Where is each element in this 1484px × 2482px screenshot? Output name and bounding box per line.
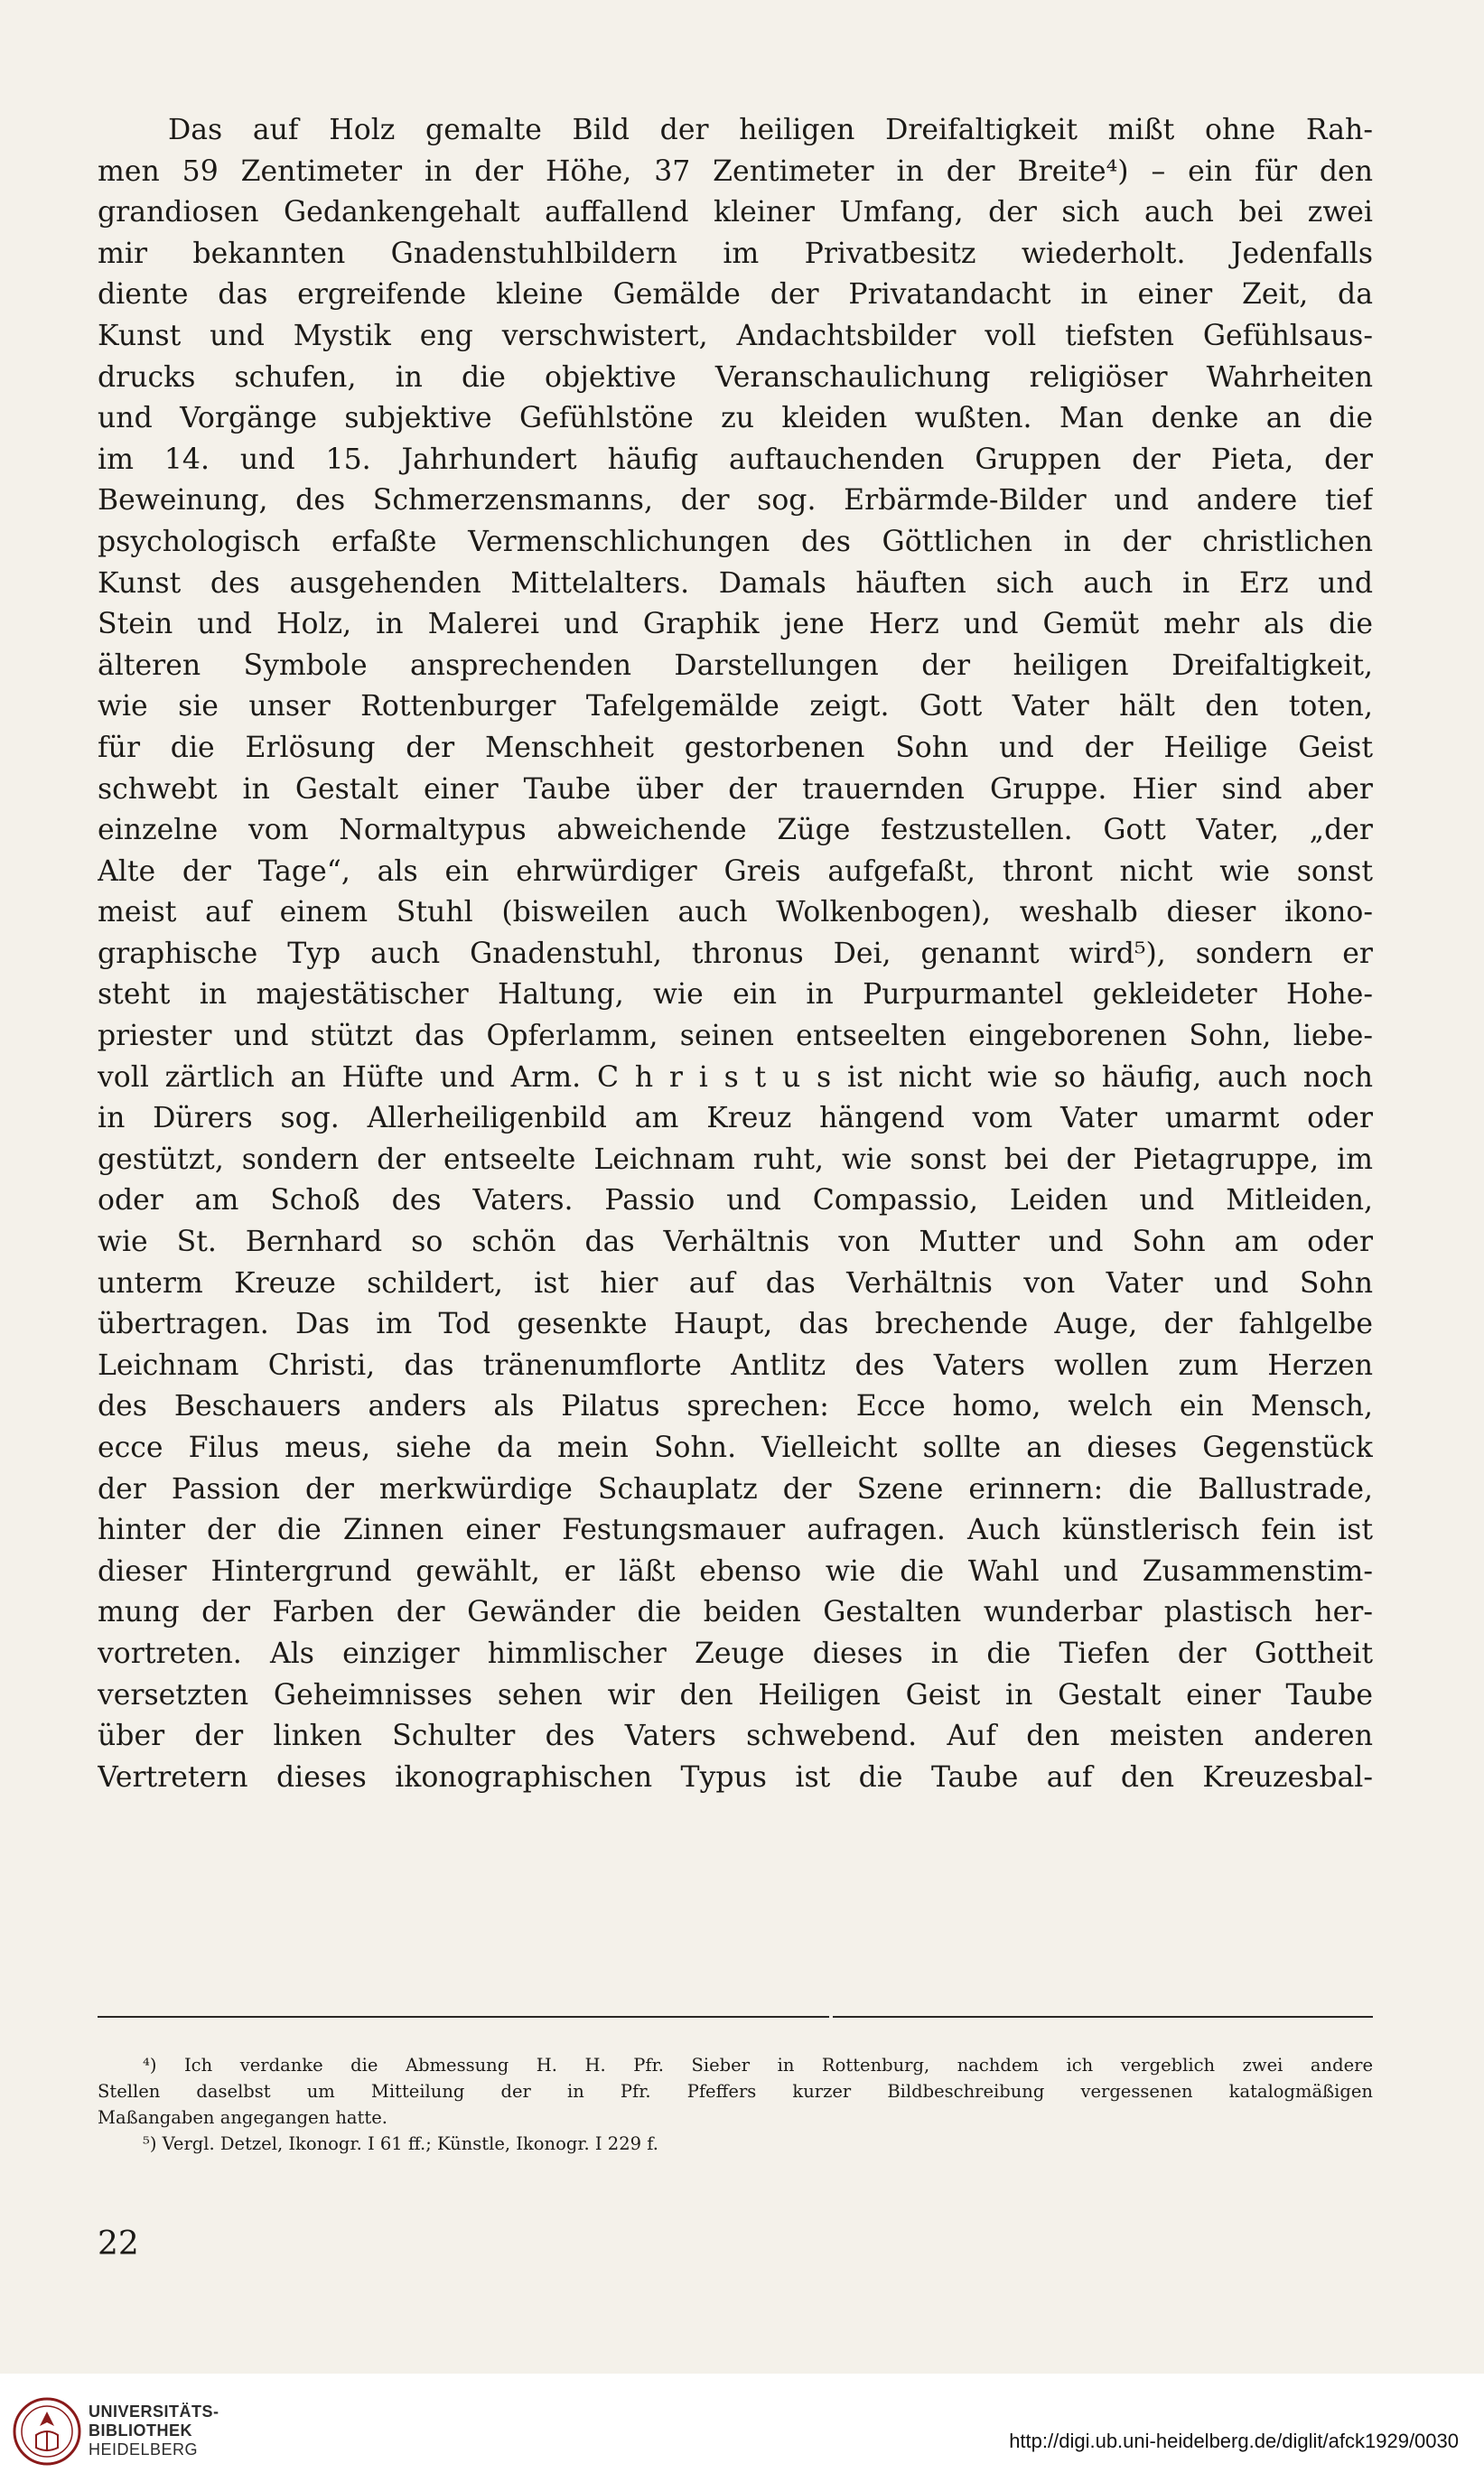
text-line: Das auf Holz gemalte Bild der heiligen Dreifaltigkeit mißt ohne Rah- — [168, 114, 1373, 146]
text-line: oder am Schoß des Vaters. Passio und Compassio, Leiden und Mitleiden, — [98, 1184, 1373, 1218]
text-line: dieser Hintergrund gewählt, er läßt ebenso wie die Wahl und Zusammenstim- — [98, 1554, 1373, 1588]
footnotes-block — [98, 2052, 1373, 2157]
text-line: schwebt in Gestalt einer Taube über der trauernden Gruppe. Hier sind aber — [98, 772, 1373, 806]
text-line: Kunst des ausgehenden Mittelalters. Damals häuften sich auch in Erz und — [98, 566, 1373, 600]
text-line: hinter der die Zinnen einer Festungsmauer aufragen. Auch künstlerisch fein ist — [98, 1514, 1373, 1547]
footnote-line: ⁵) Vergl. Detzel, Ikonogr. I 61 ff.; Künstle, Ikonogr. I 229 f. — [143, 2133, 658, 2154]
footnote-divider-left — [98, 2016, 829, 2018]
text-line: der Passion der merkwürdige Schauplatz der Szene erinnern: die Ballustrade, — [98, 1472, 1373, 1506]
text-line: graphische Typ auch Gnadenstuhl, thronus Dei, genannt wird⁵), sondern er — [98, 937, 1373, 970]
library-name-line: UNIVERSITÄTS- — [89, 2403, 219, 2421]
footnote-line: ⁴) Ich verdanke die Abmessung H. H. Pfr. Sieber in Rottenburg, nachdem ich vergeblich zwei andere — [143, 2055, 1373, 2076]
text-line: Vertretern dieses ikonographischen Typus ist die Taube auf den Kreuzesbal- — [98, 1760, 1373, 1794]
text-line: drucks schufen, in die objektive Veranschaulichung religiöser Wahrheiten — [98, 360, 1373, 394]
text-line: gestützt, sondern der entseelte Leichnam ruht, wie sonst bei der Pietagruppe, im — [98, 1143, 1373, 1176]
text-line: im 14. und 15. Jahrhundert häufig auftauchenden Gruppen der Pieta, der — [98, 443, 1373, 476]
text-line: ecce Filus meus, siehe da mein Sohn. Vielleicht sollte an dieses Gegenstück — [98, 1432, 1373, 1464]
heidelberg-library-seal-icon — [11, 2395, 83, 2468]
text-line: voll zärtlich an Hüfte und Arm. C h r i s t u s ist nicht wie so häufig, auch noch — [98, 1060, 1373, 1094]
text-line: grandiosen Gedankengehalt auffallend kleiner Umfang, der sich auch bei zwei — [98, 196, 1373, 229]
text-line: priester und stützt das Opferlamm, seinen entseelten eingeborenen Sohn, liebe- — [98, 1020, 1373, 1053]
text-line: mir bekannten Gnadenstuhlbildern im Privatbesitz wiederholt. Jedenfalls — [98, 237, 1373, 270]
footnote-divider-right — [833, 2016, 1373, 2018]
text-line: wie sie unser Rottenburger Tafelgemälde zeigt. Gott Vater hält den toten, — [98, 690, 1373, 723]
digitization-footer — [0, 2374, 1484, 2482]
text-line: versetzten Geheimnisses sehen wir den Heiligen Geist in Gestalt einer Taube — [98, 1678, 1373, 1712]
text-line: Kunst und Mystik eng verschwistert, Andachtsbilder voll tiefsten Gefühlsaus- — [98, 319, 1373, 352]
text-line: für die Erlösung der Menschheit gestorbenen Sohn und der Heilige Geist — [98, 731, 1373, 764]
text-line: einzelne vom Normaltypus abweichende Züge festzustellen. Gott Vater, „der — [98, 814, 1373, 847]
text-line: Stein und Holz, in Malerei und Graphik jene Herz und Gemüt mehr als die — [98, 608, 1373, 641]
text-line: in Dürers sog. Allerheiligenbild am Kreuz hängend vom Vater umarmt oder — [98, 1102, 1373, 1135]
text-line: Beweinung, des Schmerzensmanns, der sog. Erbärmde-Bilder und andere tief — [98, 484, 1373, 518]
footnote-line: Maßangaben angegangen hatte. — [98, 2107, 387, 2128]
footnote-line: Stellen daselbst um Mitteilung der in Pfr. Pfeffers kurzer Bildbeschreibung vergessenen katalogmäßigen — [98, 2081, 1373, 2102]
text-line: meist auf einem Stuhl (bisweilen auch Wolkenbogen), weshalb dieser ikono- — [98, 896, 1373, 929]
text-line: mung der Farben der Gewänder die beiden Gestalten wunderbar plastisch her- — [98, 1596, 1373, 1629]
text-line: diente das ergreifende kleine Gemälde der Privatandacht in einer Zeit, da — [98, 278, 1373, 312]
text-line: älteren Symbole ansprechenden Darstellungen der heiligen Dreifaltigkeit, — [98, 648, 1373, 682]
text-line: Alte der Tage“, als ein ehrwürdiger Greis aufgefaßt, thront nicht wie sonst — [98, 854, 1373, 888]
text-line: des Beschauers anders als Pilatus sprechen: Ecce homo, welch ein Mensch, — [98, 1390, 1373, 1423]
library-name-line: HEIDELBERG — [89, 2440, 199, 2459]
text-line: und Vorgänge subjektive Gefühlstöne zu kleiden wußten. Man denke an die — [98, 402, 1373, 435]
page-number: 22 — [98, 2225, 139, 2263]
main-text-block — [98, 110, 1373, 1798]
text-line: unterm Kreuze schildert, ist hier auf das Verhältnis von Vater und Sohn — [98, 1266, 1373, 1300]
text-line: vortreten. Als einziger himmlischer Zeuge dieses in die Tiefen der Gottheit — [98, 1637, 1373, 1670]
text-line: übertragen. Das im Tod gesenkte Haupt, das brechende Auge, der fahlgelbe — [98, 1308, 1373, 1341]
text-line: wie St. Bernhard so schön das Verhältnis von Mutter und Sohn am oder — [98, 1226, 1373, 1259]
text-line: psychologisch erfaßte Vermenschlichungen des Göttlichen in der christlichen — [98, 525, 1373, 558]
text-line: steht in majestätischer Haltung, wie ein in Purpurmantel gekleideter Hohe- — [98, 978, 1373, 1012]
source-url-link[interactable]: http://digi.ub.uni-heidelberg.de/diglit/afck1929/0030 — [1009, 2430, 1459, 2452]
text-line: über der linken Schulter des Vaters schwebend. Auf den meisten anderen — [98, 1720, 1373, 1753]
library-name-line: BIBLIOTHEK — [89, 2421, 192, 2440]
text-line: Leichnam Christi, das tränenumflorte Antlitz des Vaters wollen zum Herzen — [98, 1348, 1373, 1382]
library-name — [89, 2403, 219, 2459]
text-line: men 59 Zentimeter in der Höhe, 37 Zentimeter in der Breite⁴) – ein für den — [98, 154, 1373, 188]
